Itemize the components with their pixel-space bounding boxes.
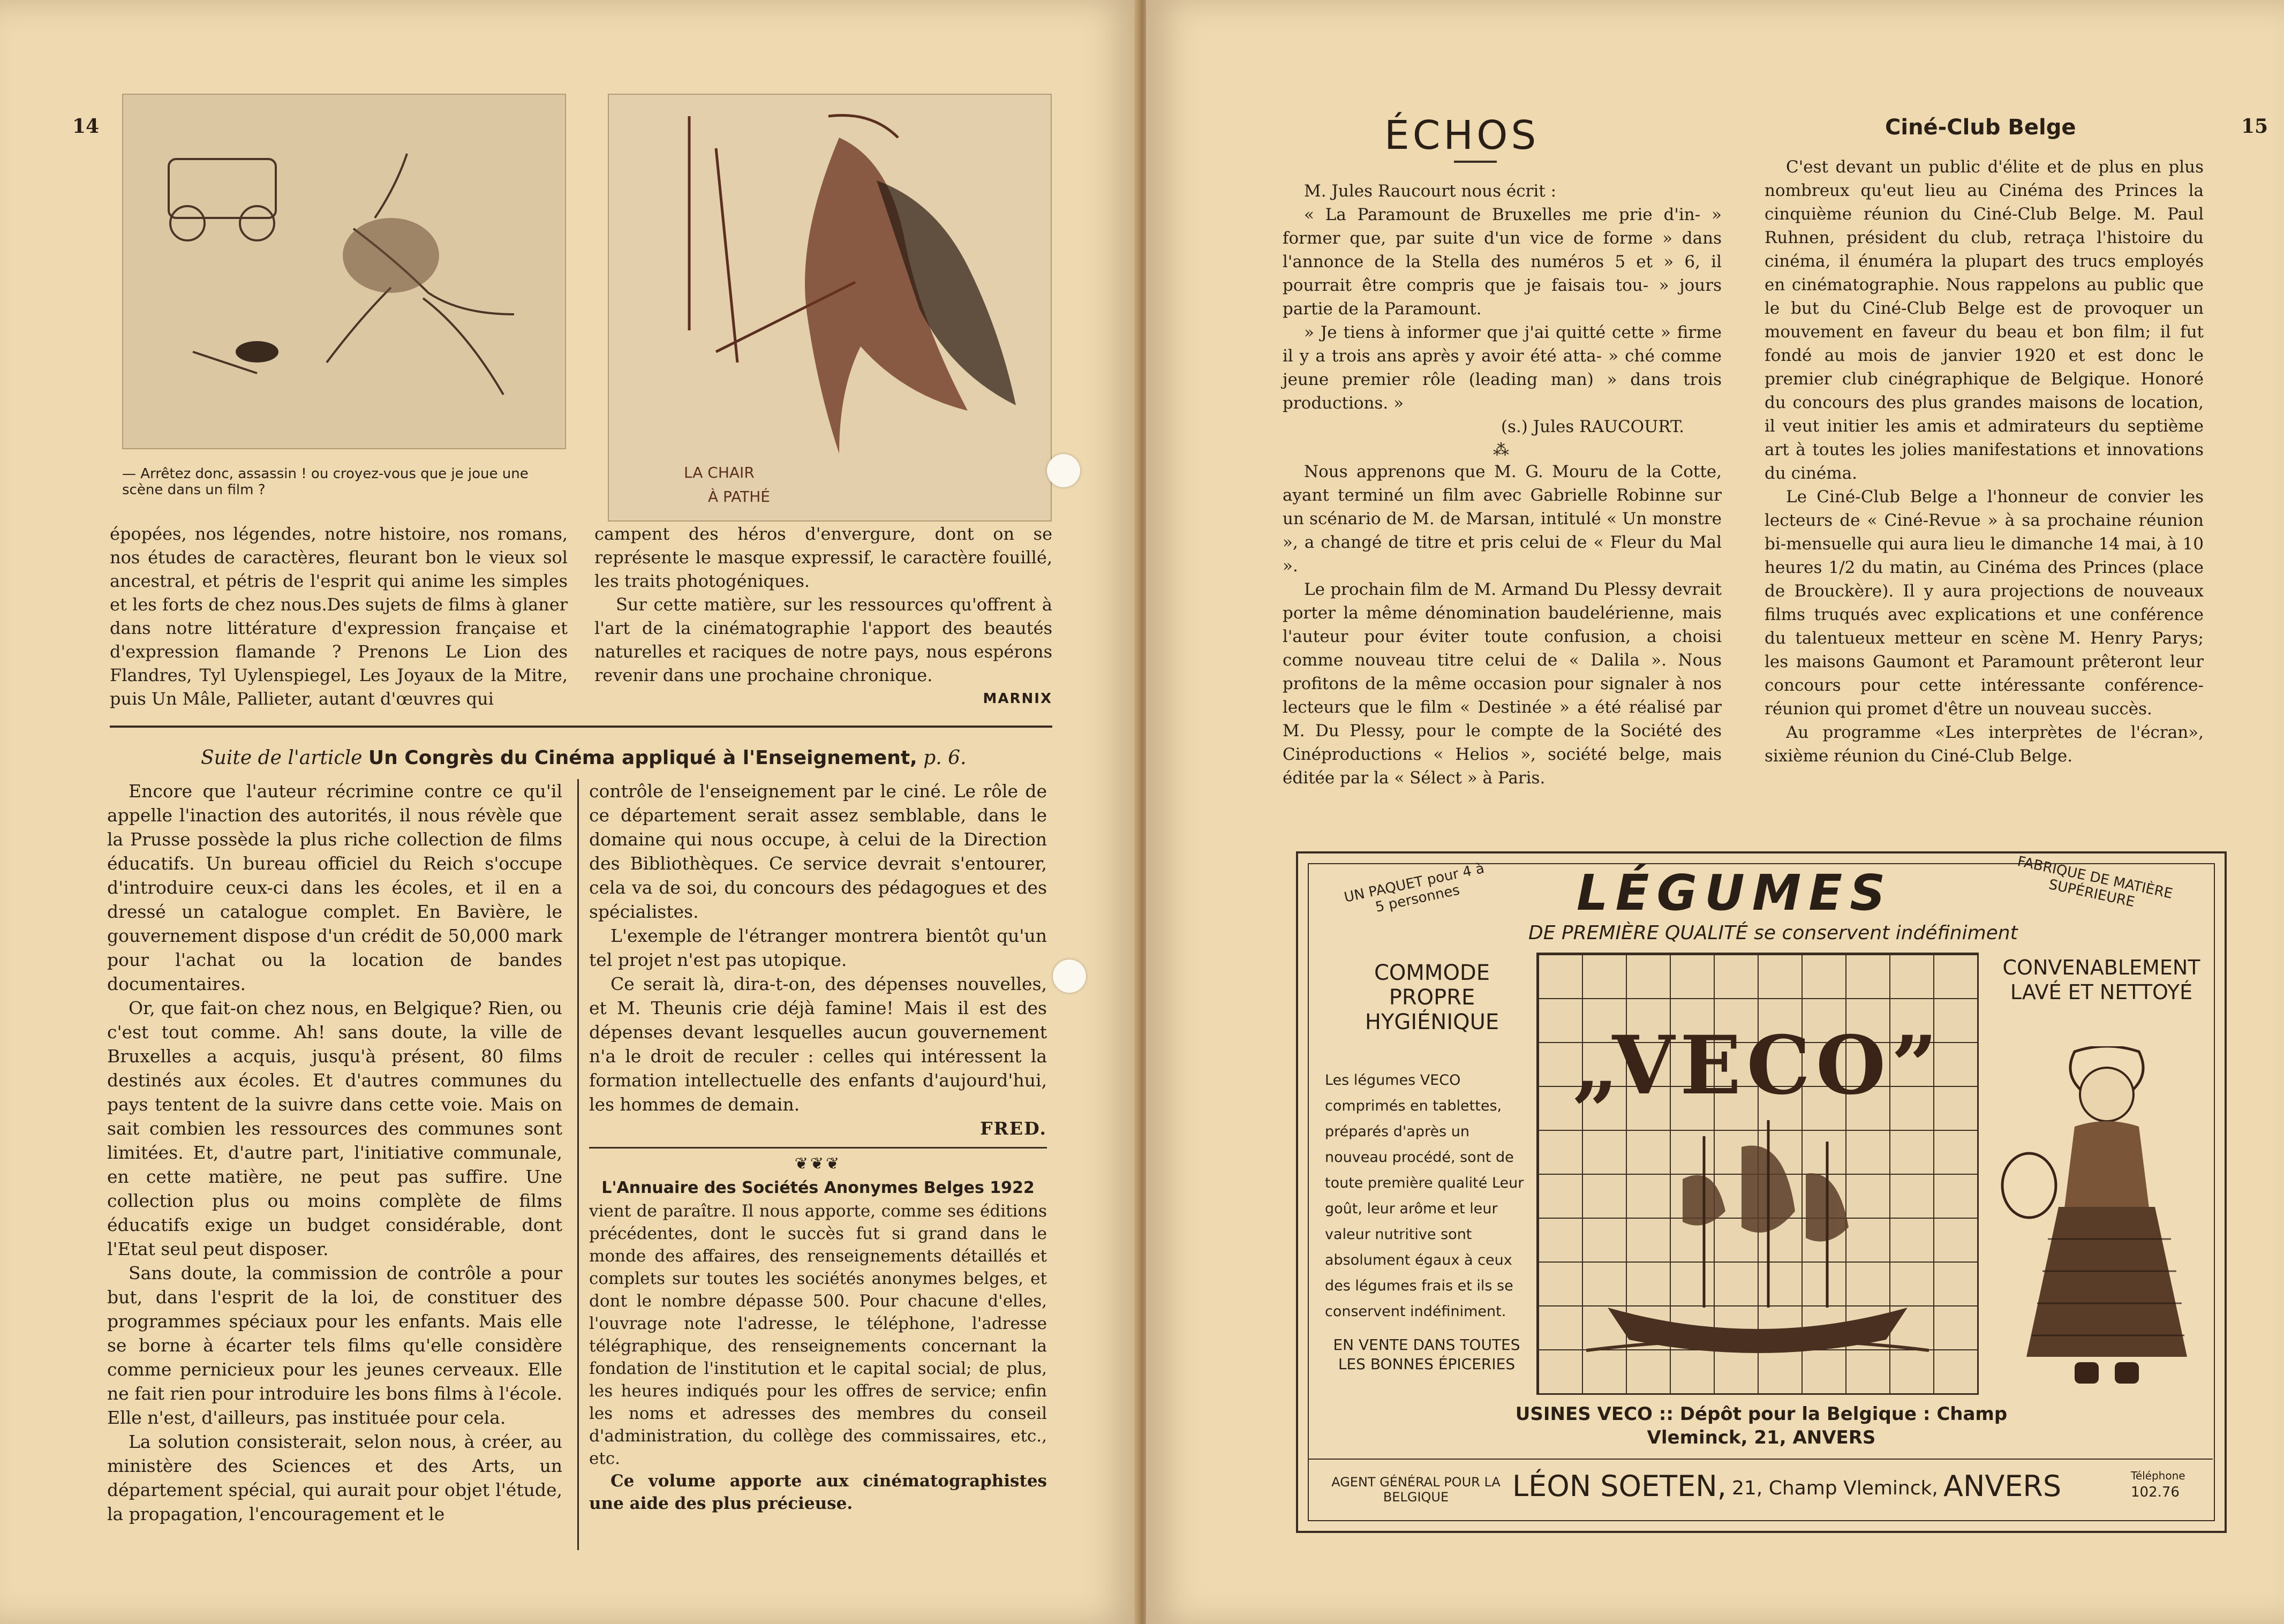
ad-tile-picture	[1536, 953, 1979, 1395]
dutch-girl-illustration	[2000, 1046, 2214, 1389]
cine-club-para2: Le Ciné-Club Belge a l'honneur de convier les lecteurs de « Ciné-Revue » à sa prochaine réunion bi-mensuelle qui aura lieu le dimanche 14 mai, à 10 heures 1/2 du matin, au Cinéma des Princes (place de Brouckère). Il y aura projections de nouveaux films truqués avec explications et une conférence du talentueux metteur en scène M. Henry Parys; les maisons Gaumont et Paramount prêteront leur concours pour cette intéressante conférence-réunion qui promet d'être un nouveau succès.	[1765, 487, 2204, 719]
ad-top-right-text: FABRIQUE DE MATIÈRE SUPÉRIEURE	[2016, 853, 2174, 911]
ad-subtitle: DE PREMIÈRE QUALITÉ se conservent indéfiniment	[1528, 922, 2018, 944]
illustration-title-line2: À PATHÉ	[708, 488, 770, 505]
column-divider	[577, 779, 579, 1550]
echos-para4: Nous apprenons que M. G. Mouru de la Cotte, ayant terminé un film avec Gabrielle Robinne sur un scénario de M. de Marsan, intitulé « Un monstre », a changé de titre et pris celui de « Fleur du Mal ».	[1283, 462, 1722, 576]
article-col4-para2: L'exemple de l'étranger montrera bientôt qu'un tel projet n'est pas utopique.	[589, 925, 1047, 970]
article-col1	[110, 522, 568, 711]
illustration-car-caption: — Arrêtez donc, assassin ! ou croyez-vous que je joue une scène dans un film ?	[122, 466, 529, 498]
article-col4-para1: contrôle de l'enseignement par le ciné. Le rôle de ce département serait assez semblable, dans le domaine qui nous occupe, à celui de la Direction des Bibliothèques. Ce service devrait s'entourer, cela va de soi, du concours des pédagogues et des spécialistes.	[589, 781, 1047, 922]
ad-top-left-text: UN PAQUET pour 4 à 5 personnes	[1343, 860, 1486, 916]
article-col4	[589, 779, 1047, 1515]
page-number-right: 15	[2241, 115, 2268, 138]
car-scene-drawing	[123, 95, 565, 448]
ad-agent-name: LÉON SOETEN,	[1512, 1469, 1727, 1503]
suite-prefix: Suite de l'article	[201, 747, 363, 769]
article-signature-fred: FRED.	[980, 1118, 1047, 1139]
horizontal-rule	[110, 726, 1052, 728]
annuaire-para1: vient de paraître. Il nous apporte, comme ses éditions précédentes, dont le succès fut si grand dans le monde des affaires, des renseignements détaillés et complets sur toutes les sociétés anonymes belges, et dont le nombre dépasse 500. Pour chacune d'elles, l'ouvrage note l'adresse, le téléphone, l'adresse télégraphique, des renseignements concernant la fondation de l'institution et le capital social; de plus, les heures indiqués pour les offres de service; enfin les noms et adresses des membres du conseil d'administration, du collège des commissaires, etc., etc.	[589, 1202, 1047, 1468]
punch-hole	[1047, 454, 1080, 487]
cine-club-para3: Au programme «Les interprètes de l'écran», sixième réunion du Ciné-Club Belge.	[1765, 723, 2204, 766]
ad-agent-city: ANVERS	[1943, 1469, 2062, 1503]
annuaire-para2: Ce volume apporte aux cinématographistes une aide des plus précieuse.	[589, 1471, 1047, 1513]
echos-para3: » Je tiens à informer que j'ai quitté cette » firme il y a trois ans après y avoir été atta- » ché comme jeune premier rôle (leading man) » dans trois productions. »	[1283, 323, 1722, 413]
ad-depot: USINES VECO :: Dépôt pour la Belgique : Champ Vleminck, 21, ANVERS	[1515, 1403, 2008, 1448]
cine-club-title: Ciné-Club Belge	[1885, 115, 2076, 140]
cine-club-para1: C'est devant un public d'élite et de plus en plus nombreux qu'eut lieu au Cinéma des Princes la cinquième réunion du Ciné-Club Belge. M. Paul Ruhnen, président du club, retraça l'histoire du cinéma, il énuméra la plupart des trucs employés en cinématographie. Nous rappelons au public que le but du Ciné-Club Belge est de provoquer un mouvement en faveur du beau et bon film; il fut fondé au mois de janvier 1920 et est donc le premier club cinégraphique de Belgique. Honoré du concours des plus grandes maisons de location, il veut initier les amis et admirateurs du septième art à toutes les jolies manifestations et innovations du cinéma.	[1765, 157, 2204, 483]
left-page	[0, 0, 1138, 1624]
illustration-title-line1: LA CHAIR	[684, 464, 755, 481]
echos-title-ornament	[1454, 161, 1497, 163]
echos-column	[1283, 179, 1722, 790]
echos-para1: M. Jules Raucourt nous écrit :	[1304, 182, 1557, 201]
annuaire-ornament: ❦❦❦	[794, 1154, 842, 1173]
ad-agent-address: 21, Champ Vleminck,	[1732, 1477, 1938, 1499]
article-signature-marnix: MARNIX	[983, 691, 1052, 707]
ad-phone-number: 102.76	[2131, 1484, 2180, 1500]
illustration-car-scene	[122, 94, 566, 449]
echos-para2: « La Paramount de Bruxelles me prie d'in- » former que, par suite d'un vice de forme » dans l'annonce de la Stella des numéros 5 et » 6, il pourrait être compris que je faisais tou- » jours partie de la Paramount.	[1283, 205, 1722, 319]
article-col3-para4: La solution consisterait, selon nous, à créer, au ministère des Sciences et des Arts, un département spécial, qui aurait pour objet l'étude, la propagation, l'encouragement et le	[107, 1431, 562, 1524]
punch-hole	[1053, 960, 1086, 993]
ad-left-heading: COMMODE PROPRE HYGIÉNIQUE	[1365, 961, 1499, 1034]
suite-title: Un Congrès du Cinéma appliqué à l'Enseignement,	[368, 747, 917, 769]
article-col2-para1: campent des héros d'envergure, dont on se représente le masque expressif, le caractère fouillé, les traits photogéniques.	[594, 524, 1052, 591]
article-col3-para3: Sans doute, la commission de contrôle a pour but, dans l'esprit de la loi, de constituer des programmes spéciaux pour les enfants. Mais elle se borne à écarter tels films qu'elle considère comme pernicieux pour les jeunes cerveaux. Elle ne fait rien pour introduire les bons films à l'école. Elle n'est, d'ailleurs, pas instituée pour cela.	[107, 1263, 562, 1428]
article-col1-para: épopées, nos légendes, notre histoire, nos romans, nos études de caractères, fleurant bon le vieux sol ancestral, et pétris de l'esprit qui anime les simples et les forts de chez nous.Des sujets de films à glaner dans notre littérature d'expression française et d'expression flamande ? Prenons Le Lion des Flandres, Tyl Uylenspiegel, Les Joyaux de la Mitre, puis Un Mâle, Pallieter, autant d'œuvres qui	[110, 524, 568, 709]
ad-footer-rule	[1308, 1459, 2213, 1460]
cine-club-column	[1765, 155, 2204, 768]
echos-separator: ⁂	[1493, 441, 1511, 459]
echos-title: ÉCHOS	[1384, 112, 1540, 158]
annuaire-rule	[589, 1147, 1047, 1149]
article-col3	[107, 779, 562, 1526]
article-col3-para2: Or, que fait-on chez nous, en Belgique? Rien, ou c'est tout comme. Ah! sans doute, la ville de Bruxelles a acquis, jusqu'à présent, 80 films destinés aux écoles. Et d'autres communes du pays tentent de la suivre dans cette voie. Mais on sait combien les ressources des communes sont limitées. Et, d'autre part, l'initiative communale, en cette matière, ne peut pas suffire. Une collection plus ou moins complète de films éducatifs exige un budget considérable, dont l'Etat seul peut disposer.	[107, 998, 562, 1259]
veco-advertisement	[1296, 851, 2227, 1533]
ad-left-body: Les légumes VECO comprimés en tablettes, préparés d'après un nouveau procédé, sont de toute première qualité Leur goût, leur arôme et leur valeur nutritive sont absolument égaux à ceux des légumes frais et ils se conservent indéfiniment.	[1325, 1072, 1524, 1320]
article-col2	[594, 522, 1052, 711]
article-col3-para1: Encore que l'auteur récrimine contre ce qu'il appelle l'inaction des autorités, il nous révèle que la Prusse possède la plus riche collection de films éducatifs. Un bureau officiel du Reich s'occupe d'introduire ceux-ci dans les écoles, et il en a dressé un catalogue complet. En Bavière, le gouvernement dispose d'un crédit de 50,000 mark pour l'achat ou la location de bandes documentaires.	[107, 781, 562, 994]
suite-page-ref: p. 6.	[923, 747, 967, 769]
ad-phone-label: Téléphone	[2131, 1469, 2185, 1482]
article-col2-para2: Sur cette matière, sur les ressources qu'offrent à l'art de la cinématographie l'apport des beautés naturelles et raciques de notre pays, nous espérons revenir dans une prochaine chronique.	[594, 594, 1052, 685]
annuaire-title: L'Annuaire des Sociétés Anonymes Belges 1922	[601, 1179, 1035, 1197]
ad-right-heading: CONVENABLEMENT LAVÉ ET NETTOYÉ	[2002, 956, 2200, 1004]
article-col4-para3: Ce serait là, dira-t-on, des dépenses nouvelles, et M. Theunis crie déjà famine! Mais il est des dépenses devant lesquelles aucun gouvernement n'a le droit de reculer : celles qui intéressent la formation intellectuelle des enfants d'aujourd'hui, les hommes de demain.	[589, 973, 1047, 1115]
page-number-left: 14	[72, 115, 100, 138]
suite-header	[201, 747, 1004, 769]
ad-agent-label: AGENT GÉNÉRAL POUR LA BELGIQUE	[1331, 1475, 1501, 1505]
ad-brand-veco: „VECO”	[1572, 1018, 1943, 1113]
illustration-musketeer	[608, 94, 1052, 522]
musketeer-drawing	[609, 95, 1051, 520]
echos-para5: Le prochain film de M. Armand Du Plessy devrait porter la même dénomination baudelérienne, mais l'auteur pour éviter toute confusion, a choisi comme nouveau titre celui de « Dalila ». Nous profitons de la même occasion pour signaler à nos lecteurs que le film « Destinée » a été réalisé par M. Du Plessy, pour le compte de la Société des Cinéproductions « Helios », société belge, mais éditée par la « Sélect » à Paris.	[1283, 580, 1722, 788]
ad-title-legumes: LÉGUMES	[1577, 864, 1893, 921]
sailing-ship-icon	[1586, 1115, 1929, 1372]
ad-left-footer: EN VENTE DANS TOUTES LES BONNES ÉPICERIES	[1333, 1336, 1520, 1373]
echos-signature: (s.) Jules RAUCOURT.	[1501, 417, 1684, 436]
